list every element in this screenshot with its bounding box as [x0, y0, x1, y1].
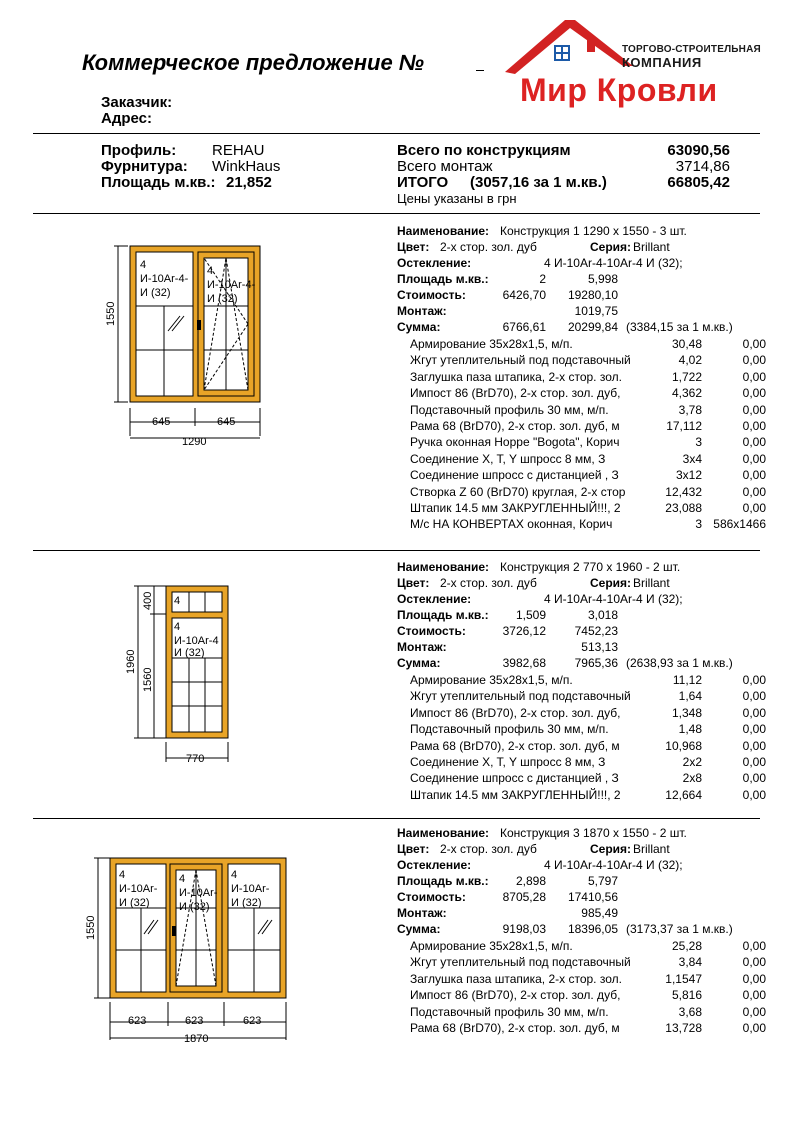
dim-width: 1290	[182, 436, 207, 448]
dim-part: 623	[128, 1015, 147, 1027]
material-row	[0, 468, 794, 484]
material-name: Штапик 14.5 мм ЗАКРУГЛЕННЫЙ!!!, 2	[410, 501, 621, 515]
glass-label: 4	[174, 621, 181, 633]
material-qty: 3	[695, 435, 702, 449]
material-price: 0,00	[742, 485, 766, 499]
material-qty: 10,968	[665, 739, 702, 753]
glass-label: 4	[119, 869, 126, 881]
material-price: 0,00	[742, 337, 766, 351]
material-name: Соединение шпросс с дистанцией , З	[410, 771, 619, 785]
series-label: Серия:	[590, 842, 632, 856]
divider	[33, 213, 760, 214]
sum-value: 6766,61	[502, 320, 546, 334]
sum-label: Сумма:	[397, 656, 441, 670]
material-name: Рама 68 (BrD70), 2-х стор. зол. дуб, м	[410, 1021, 620, 1035]
material-row	[0, 501, 794, 517]
sum-value: 9198,03	[502, 922, 546, 936]
color-label: Цвет:	[397, 240, 430, 254]
glass-label: 4	[207, 265, 214, 277]
material-name: Рама 68 (BrD70), 2-х стор. зол. дуб, м	[410, 419, 620, 433]
material-name: Соединение X, T, Y шпросс 8 мм, З	[410, 755, 606, 769]
cost-total: 7452,23	[574, 624, 618, 638]
material-name: Жгут утеплительный под подставочный	[410, 353, 631, 367]
material-qty: 4,362	[671, 386, 702, 400]
material-name: Штапик 14.5 мм ЗАКРУГЛЕННЫЙ!!!, 2	[410, 788, 621, 802]
hardware-value: WinkHaus	[212, 158, 281, 175]
name-label: Наименование:	[397, 224, 490, 238]
dim-part: 645	[217, 416, 236, 428]
mount-label: Монтаж:	[397, 906, 447, 920]
material-price: 0,00	[742, 1021, 766, 1035]
cost-total: 17410,56	[567, 890, 618, 904]
sum-total: 7965,36	[574, 656, 618, 670]
material-qty: 1,722	[671, 370, 702, 384]
dim-part: 623	[185, 1015, 204, 1027]
material-qty: 3,84	[678, 955, 702, 969]
material-name: Импост 86 (BrD70), 2-х стор. зол. дуб,	[410, 386, 621, 400]
material-price: 0,00	[742, 755, 766, 769]
cost-value: 8705,28	[502, 890, 546, 904]
material-qty: 1,348	[671, 706, 702, 720]
material-row	[0, 485, 794, 501]
glass-label: 4	[231, 869, 238, 881]
itogo-note: (3057,16 за 1 м.кв.)	[470, 174, 607, 191]
glass-label: И (32)	[119, 897, 150, 909]
area-total: 3,018	[587, 608, 618, 622]
material-row	[0, 771, 794, 787]
material-qty: 3x4	[682, 452, 702, 466]
hardware-label: Фурнитура:	[101, 158, 188, 175]
sum-note: (2638,93 за 1 м.кв.)	[626, 656, 733, 670]
construction-name: Конструкция 1 1290 х 1550 - 3 шт.	[500, 224, 687, 238]
glass-label: И-10Ar-	[119, 883, 158, 895]
area-value: 2,898	[515, 874, 546, 888]
glass-label: И-10Ar-4-	[207, 279, 256, 291]
material-name: М/с НА КОНВЕРТАХ оконная, Корич	[410, 517, 613, 531]
material-qty: 11,12	[672, 673, 702, 687]
cost-total: 19280,10	[567, 288, 618, 302]
material-row	[0, 788, 794, 804]
material-name: Подставочный профиль 30 мм, м/п.	[410, 722, 609, 736]
material-price: 0,00	[742, 501, 766, 515]
total-area-label: Площадь м.кв.:	[101, 174, 216, 191]
glazing-value: 4 И-10Ar-4-10Ar-4 И (32);	[544, 858, 683, 872]
material-price: 0,00	[742, 972, 766, 986]
material-price: 0,00	[742, 370, 766, 384]
divider	[33, 550, 760, 551]
area-label: Площадь м.кв.:	[397, 874, 489, 888]
dim-part: 645	[152, 416, 171, 428]
series-value: Brillant	[633, 576, 670, 590]
glass-label: 4	[174, 595, 181, 607]
logo-company-line2: КОМПАНИЯ	[622, 55, 702, 70]
area-label: Площадь м.кв.:	[397, 272, 489, 286]
dim-top: 400	[142, 591, 154, 610]
sum-label: Сумма:	[397, 922, 441, 936]
glazing-label: Остекление:	[397, 858, 472, 872]
material-name: Армирование 35х28х1,5, м/п.	[410, 673, 573, 687]
material-qty: 2x8	[682, 771, 702, 785]
total-constructions-value: 63090,56	[667, 142, 730, 159]
color-value: 2-х стор. зол. дуб	[440, 576, 537, 590]
glazing-label: Остекление:	[397, 592, 472, 606]
logo-brand-name: Мир Кровли	[520, 72, 718, 108]
material-qty: 23,088	[665, 501, 702, 515]
material-price: 586x1466	[713, 517, 766, 531]
dim-height: 1550	[105, 301, 117, 326]
total-mount-value: 3714,86	[675, 158, 730, 175]
material-name: Импост 86 (BrD70), 2-х стор. зол. дуб,	[410, 706, 621, 720]
material-row	[0, 452, 794, 468]
material-qty: 4,02	[678, 353, 702, 367]
customer-label: Заказчик:	[101, 94, 173, 111]
material-price: 0,00	[742, 689, 766, 703]
total-area-value: 21,852	[226, 174, 272, 191]
material-name: Жгут утеплительный под подставочный	[410, 689, 631, 703]
dim-part: 623	[243, 1015, 262, 1027]
material-price: 0,00	[742, 939, 766, 953]
material-qty: 3,78	[678, 403, 702, 417]
mount-value: 985,49	[581, 906, 618, 920]
material-name: Соединение шпросс с дистанцией , З	[410, 468, 619, 482]
cost-label: Стоимость:	[397, 288, 466, 302]
profile-label: Профиль:	[101, 142, 177, 159]
glass-label: 4	[179, 873, 186, 885]
material-name: Рама 68 (BrD70), 2-х стор. зол. дуб, м	[410, 739, 620, 753]
dim-width: 770	[186, 753, 205, 765]
sum-total: 18396,05	[567, 922, 618, 936]
material-qty: 1,1547	[665, 972, 702, 986]
material-price: 0,00	[742, 673, 766, 687]
material-price: 0,00	[742, 706, 766, 720]
glazing-label: Остекление:	[397, 256, 472, 270]
area-label: Площадь м.кв.:	[397, 608, 489, 622]
material-qty: 3x12	[675, 468, 702, 482]
profile-value: REHAU	[212, 142, 265, 159]
dim-height: 1550	[85, 915, 97, 940]
material-qty: 25,28	[671, 939, 702, 953]
sum-label: Сумма:	[397, 320, 441, 334]
address-label: Адрес:	[101, 110, 152, 127]
area-value: 1,509	[515, 608, 546, 622]
series-value: Brillant	[633, 240, 670, 254]
area-value: 2	[539, 272, 546, 286]
material-name: Соединение X, T, Y шпросс 8 мм, З	[410, 452, 606, 466]
material-qty: 1,64	[678, 689, 702, 703]
color-label: Цвет:	[397, 842, 430, 856]
material-row	[0, 517, 794, 533]
currency-note: Цены указаны в грн	[397, 191, 517, 206]
material-qty: 17,112	[666, 419, 702, 433]
material-name: Подставочный профиль 30 мм, м/п.	[410, 1005, 609, 1019]
material-name: Подставочный профиль 30 мм, м/п.	[410, 403, 609, 417]
glass-label: И (32)	[140, 287, 171, 299]
sum-note: (3384,15 за 1 м.кв.)	[626, 320, 733, 334]
mount-label: Монтаж:	[397, 304, 447, 318]
material-price: 0,00	[742, 403, 766, 417]
title-underline	[476, 70, 484, 71]
name-label: Наименование:	[397, 560, 490, 574]
glazing-value: 4 И-10Ar-4-10Ar-4 И (32);	[544, 256, 683, 270]
material-price: 0,00	[742, 468, 766, 482]
total-mount-label: Всего монтаж	[397, 158, 493, 175]
material-price: 0,00	[742, 386, 766, 400]
material-name: Жгут утеплительный под подставочный	[410, 955, 631, 969]
material-qty: 13,728	[665, 1021, 702, 1035]
mount-value: 1019,75	[574, 304, 618, 318]
glass-label: И-10Ar-4-	[140, 273, 189, 285]
cost-value: 6426,70	[502, 288, 546, 302]
dim-bottom: 1560	[142, 667, 154, 692]
color-value: 2-х стор. зол. дуб	[440, 240, 537, 254]
material-price: 0,00	[742, 435, 766, 449]
material-price: 0,00	[742, 771, 766, 785]
material-price: 0,00	[742, 452, 766, 466]
material-qty: 3,68	[678, 1005, 702, 1019]
itogo-value: 66805,42	[667, 174, 730, 191]
construction-name: Конструкция 2 770 х 1960 - 2 шт.	[500, 560, 681, 574]
cost-value: 3726,12	[502, 624, 546, 638]
material-qty: 3	[695, 517, 702, 531]
divider	[33, 818, 760, 819]
material-price: 0,00	[742, 988, 766, 1002]
cost-label: Стоимость:	[397, 890, 466, 904]
material-price: 0,00	[742, 955, 766, 969]
dim-height: 1960	[125, 649, 137, 674]
area-total: 5,797	[587, 874, 618, 888]
itogo-label: ИТОГО	[397, 174, 449, 191]
material-name: Армирование 35х28х1,5, м/п.	[410, 337, 573, 351]
area-total: 5,998	[587, 272, 618, 286]
series-value: Brillant	[633, 842, 670, 856]
glass-label: И (32)	[179, 901, 210, 913]
material-qty: 30,48	[671, 337, 702, 351]
material-name: Заглушка паза штапика, 2-х стор. зол.	[410, 972, 622, 986]
construction-name: Конструкция 3 1870 х 1550 - 2 шт.	[500, 826, 687, 840]
divider	[33, 133, 760, 134]
material-name: Ручка оконная Hoppe "Bogota", Корич	[410, 435, 620, 449]
name-label: Наименование:	[397, 826, 490, 840]
material-name: Створка Z 60 (BrD70) круглая, 2-х стор	[410, 485, 626, 499]
sum-total: 20299,84	[567, 320, 618, 334]
glass-label: И (32)	[174, 647, 205, 659]
material-price: 0,00	[742, 788, 766, 802]
cost-label: Стоимость:	[397, 624, 466, 638]
glass-label: 4	[140, 259, 147, 271]
mount-value: 513,13	[581, 640, 618, 654]
logo-company-line1: ТОРГОВО-СТРОИТЕЛЬНАЯ	[622, 44, 761, 55]
material-name: Импост 86 (BrD70), 2-х стор. зол. дуб,	[410, 988, 621, 1002]
glass-label: И (32)	[231, 897, 262, 909]
material-price: 0,00	[742, 419, 766, 433]
dim-width: 1870	[184, 1033, 209, 1045]
series-label: Серия:	[590, 576, 632, 590]
total-constructions-label: Всего по конструкциям	[397, 142, 571, 159]
material-qty: 1,48	[678, 722, 702, 736]
color-label: Цвет:	[397, 576, 430, 590]
material-price: 0,00	[742, 739, 766, 753]
series-label: Серия:	[590, 240, 632, 254]
material-name: Заглушка паза штапика, 2-х стор. зол.	[410, 370, 622, 384]
material-qty: 5,816	[671, 988, 702, 1002]
mount-label: Монтаж:	[397, 640, 447, 654]
material-price: 0,00	[742, 1005, 766, 1019]
material-price: 0,00	[742, 353, 766, 367]
material-qty: 2x2	[682, 755, 702, 769]
sum-value: 3982,68	[502, 656, 546, 670]
color-value: 2-х стор. зол. дуб	[440, 842, 537, 856]
material-qty: 12,664	[665, 788, 702, 802]
material-name: Армирование 35х28х1,5, м/п.	[410, 939, 573, 953]
glazing-value: 4 И-10Ar-4-10Ar-4 И (32);	[544, 592, 683, 606]
construction-3-drawing	[84, 854, 294, 1048]
construction-1-drawing	[100, 236, 280, 454]
glass-label: И-10Ar-4	[174, 635, 219, 647]
glass-label: И (32)	[207, 293, 238, 305]
sum-note: (3173,37 за 1 м.кв.)	[626, 922, 733, 936]
material-qty: 12,432	[665, 485, 702, 499]
page-title: Коммерческое предложение №	[82, 50, 424, 75]
glass-label: И-10Ar-	[179, 887, 218, 899]
material-price: 0,00	[742, 722, 766, 736]
glass-label: И-10Ar-	[231, 883, 270, 895]
construction-2-drawing	[118, 580, 248, 770]
